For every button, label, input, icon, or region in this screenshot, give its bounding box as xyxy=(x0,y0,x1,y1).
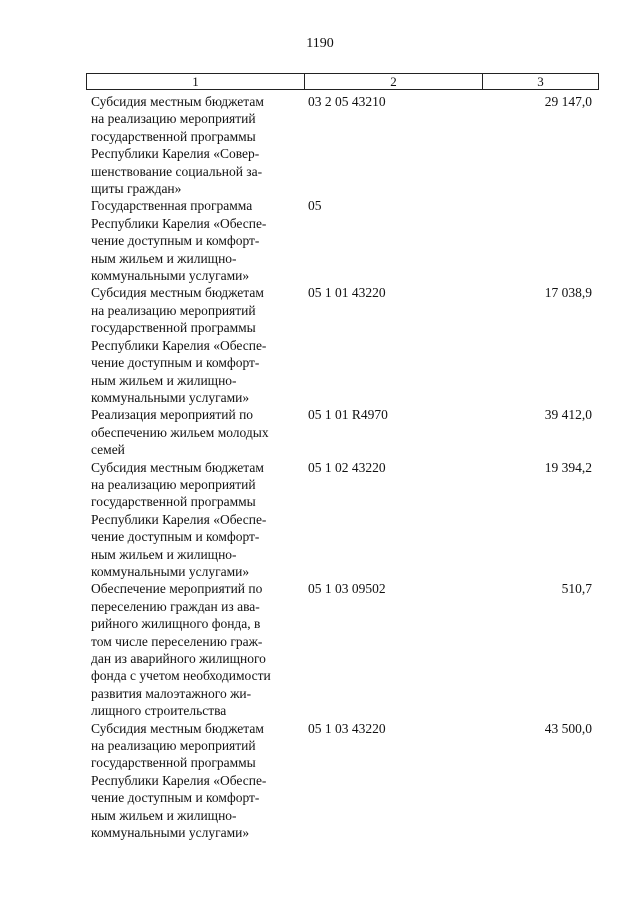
description-line: на реализацию мероприятий xyxy=(91,476,256,492)
row-code: 05 1 03 09502 xyxy=(308,581,386,597)
row-amount: 29 147,0 xyxy=(544,94,592,109)
description-line: Субсидия местным бюджетам xyxy=(91,720,264,736)
row-description xyxy=(86,284,300,406)
row-amount: 39 412,0 xyxy=(544,407,592,423)
description-line: Обеспечение мероприятий по xyxy=(91,581,263,597)
description-line: шенствование социальной за- xyxy=(91,163,263,179)
table-header xyxy=(86,73,599,90)
description-line: том числе переселению граж- xyxy=(91,633,263,649)
header-col-1: 1 xyxy=(87,74,305,90)
row-code: 03 2 05 43210 xyxy=(308,94,386,109)
description-line: развития малоэтажного жи- xyxy=(91,685,252,701)
description-line: Реализация мероприятий по xyxy=(91,407,254,423)
row-code: 05 1 02 43220 xyxy=(308,459,386,475)
description-line: Республики Карелия «Обеспе- xyxy=(91,215,267,231)
table-body xyxy=(86,93,599,841)
row-amount: 510,7 xyxy=(561,581,592,597)
description-line: Государственная программа xyxy=(91,198,253,214)
description-line: на реализацию мероприятий xyxy=(91,111,256,127)
description-line: коммунальными услугами» xyxy=(91,389,250,405)
description-line: коммунальными услугами» xyxy=(91,563,250,579)
table-row xyxy=(86,284,599,406)
description-line: Республики Карелия «Обеспе- xyxy=(91,337,267,353)
description-line: на реализацию мероприятий xyxy=(91,738,256,754)
description-line: переселению граждан из ава- xyxy=(91,598,260,614)
header-col-3: 3 xyxy=(483,74,599,90)
description-line: ным жильем и жилищно- xyxy=(91,250,237,266)
description-line: коммунальными услугами» xyxy=(91,268,250,284)
description-line: Субсидия местным бюджетам xyxy=(91,94,264,109)
table-row xyxy=(86,406,599,458)
description-line: государственной программы xyxy=(91,494,256,510)
row-code: 05 xyxy=(308,198,322,214)
row-description xyxy=(86,720,300,842)
row-amount: 43 500,0 xyxy=(544,720,592,736)
description-line: Субсидия местным бюджетам xyxy=(91,459,264,475)
row-amount: 19 394,2 xyxy=(544,459,592,475)
row-description xyxy=(86,459,300,581)
description-line: ным жильем и жилищно- xyxy=(91,807,237,823)
description-line: ным жильем и жилищно- xyxy=(91,546,237,562)
row-code: 05 1 01 43220 xyxy=(308,285,386,301)
description-line: Республики Карелия «Обеспе- xyxy=(91,772,267,788)
row-amount xyxy=(480,197,599,284)
description-line: чение доступным и комфорт- xyxy=(91,790,260,806)
description-line: рийного жилищного фонда, в xyxy=(91,616,261,632)
description-line: щиты граждан» xyxy=(91,181,182,197)
description-line: семей xyxy=(91,442,125,458)
row-description xyxy=(86,406,300,458)
description-line: государственной программы xyxy=(91,755,256,771)
description-line: государственной программы xyxy=(91,320,256,336)
description-line: Республики Карелия «Совер- xyxy=(91,146,260,162)
description-line: обеспечению жильем молодых xyxy=(91,424,269,440)
description-line: Республики Карелия «Обеспе- xyxy=(91,511,267,527)
row-description xyxy=(86,580,300,719)
row-description xyxy=(86,197,300,284)
description-line: фонда с учетом необходимости xyxy=(91,668,271,684)
description-line: на реализацию мероприятий xyxy=(91,302,256,318)
description-line: лищного строительства xyxy=(91,703,227,719)
description-line: дан из аварийного жилищного xyxy=(91,651,266,666)
table-row xyxy=(86,197,599,284)
description-line: государственной программы xyxy=(91,128,256,144)
description-line: чение доступным и комфорт- xyxy=(91,233,260,249)
description-line: ным жильем и жилищно- xyxy=(91,372,237,388)
header-col-2: 2 xyxy=(305,74,483,90)
description-line: коммунальными услугами» xyxy=(91,825,250,841)
description-line: чение доступным и комфорт- xyxy=(91,355,260,371)
row-code: 05 1 03 43220 xyxy=(308,720,386,736)
page-number: 1190 xyxy=(306,36,334,51)
table-row xyxy=(86,459,599,581)
row-amount: 17 038,9 xyxy=(544,285,592,301)
row-code: 05 1 01 R4970 xyxy=(308,407,388,423)
description-line: Субсидия местным бюджетам xyxy=(91,285,264,301)
table-row xyxy=(86,93,599,197)
description-line: чение доступным и комфорт- xyxy=(91,529,260,545)
row-description xyxy=(86,93,300,197)
table-row xyxy=(86,720,599,842)
table-row xyxy=(86,580,599,719)
